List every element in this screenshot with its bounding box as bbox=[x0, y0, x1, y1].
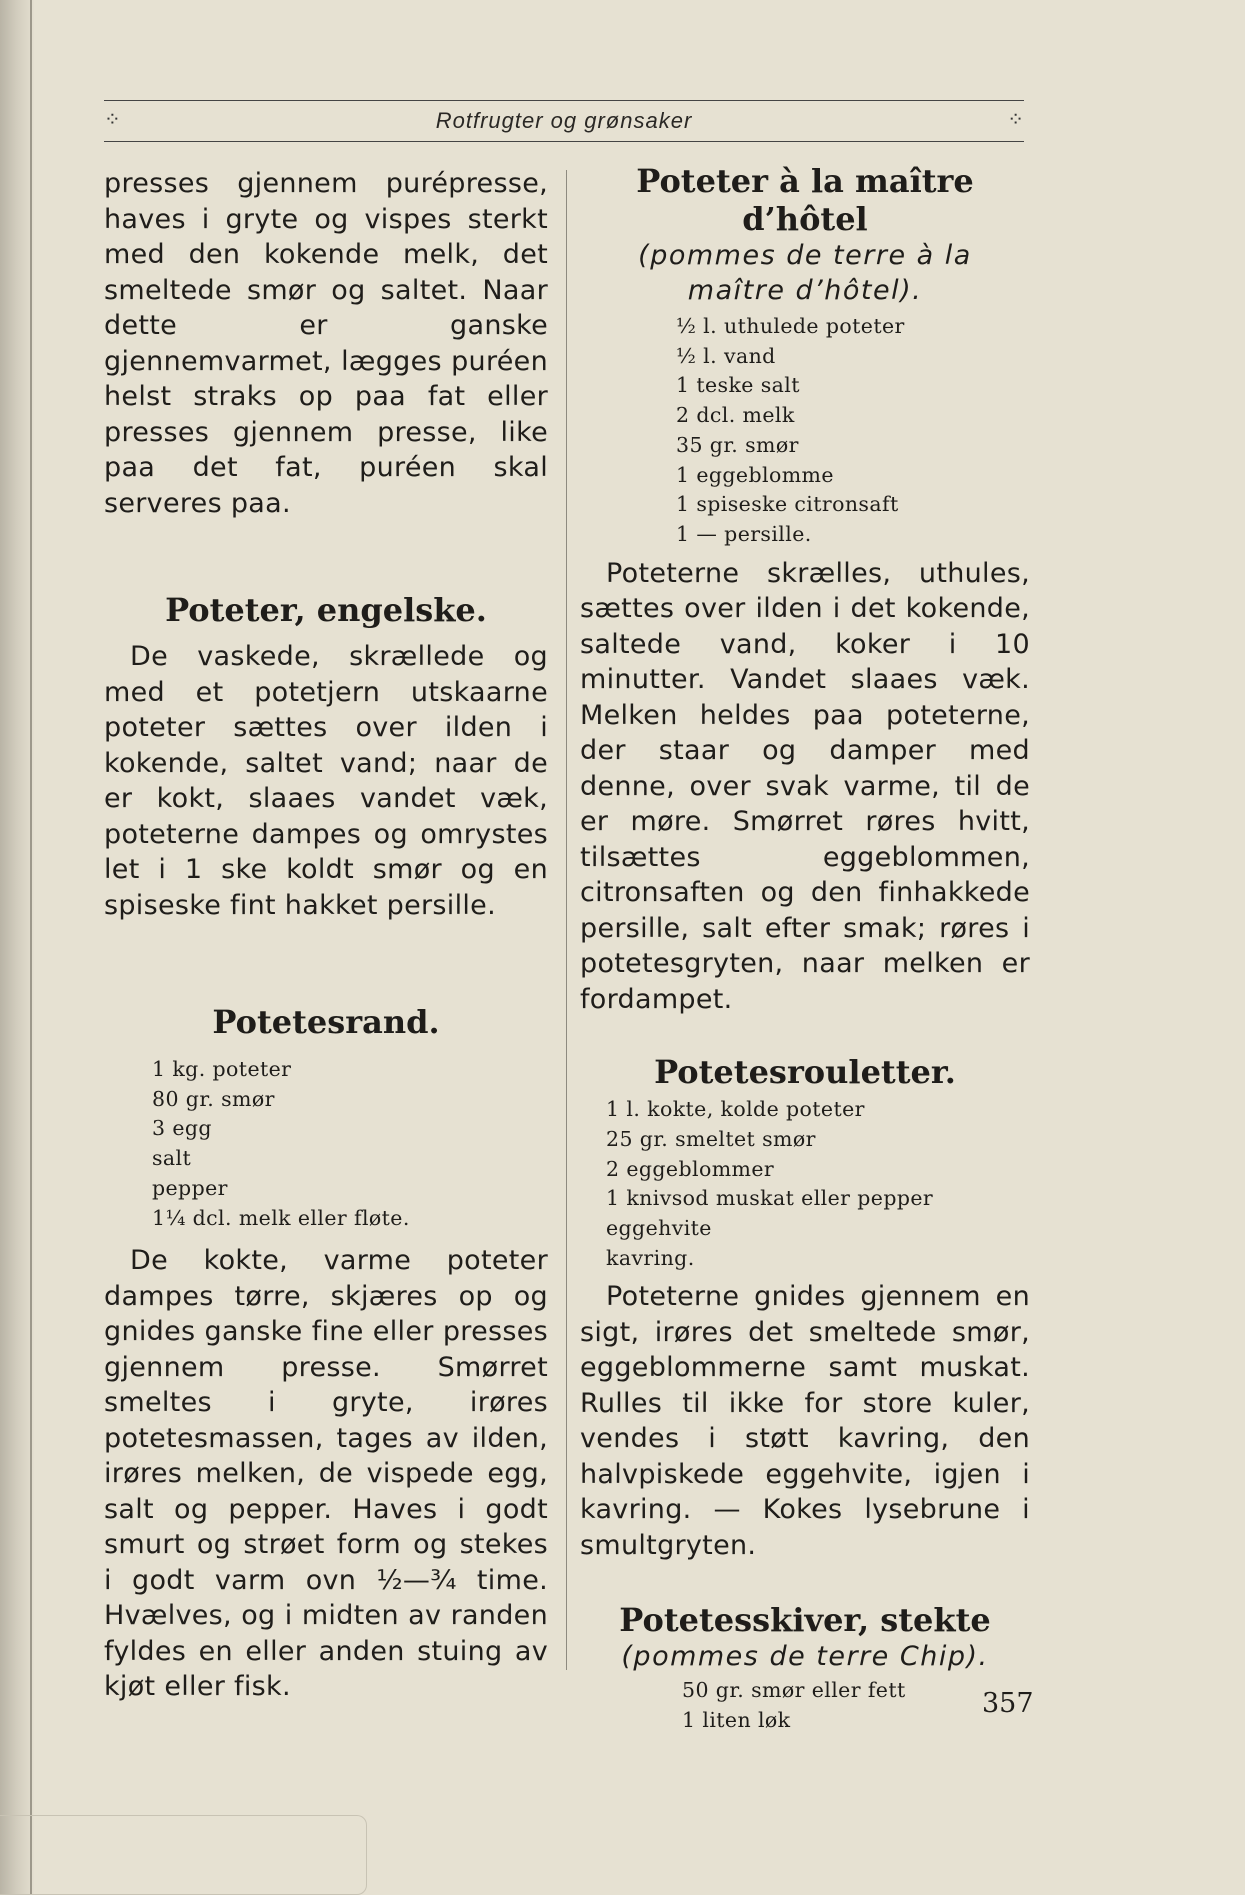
recipe-text-potetesrand: De kokte, varme poteter dampes tørre, skjæres op og gnides ganske fine eller presses gjennem presse. Smørret smeltes i gryte, irøres potetesmassen, tages av ilden, irøres melken, de vispede egg, salt og pepper. Haves i godt smurt og strøet form og stekes i godt varm ovn ½—¾ time. Hvælves, og i midten av randen fyldes en eller anden stuing av kjøt eller fisk. bbox=[104, 1245, 548, 1703]
recipe-heading-potetesrouletter: Potetesrouletter. bbox=[654, 1053, 956, 1092]
ingredient-item: eggehvite bbox=[606, 1215, 712, 1240]
ingredient-list-potetesrouletter bbox=[606, 1095, 1030, 1273]
running-header-title: Rotfrugter og grønsaker bbox=[435, 108, 693, 133]
ingredient-item: ½ l. vand bbox=[676, 343, 776, 368]
ingredient-item: ½ l. uthulede poteter bbox=[676, 314, 905, 338]
ingredient-item: salt bbox=[152, 1146, 192, 1171]
recipe-heading-maitre-dhotel: Poteter à la maître d’hôtel bbox=[636, 162, 974, 238]
ingredient-item: 2 eggeblommer bbox=[606, 1156, 775, 1181]
ingredient-item: 50 gr. smør eller fett bbox=[682, 1678, 906, 1703]
column-divider bbox=[566, 170, 567, 1670]
ingredient-item: 1 teske salt bbox=[676, 373, 800, 398]
ingredient-item: 1¼ dcl. melk eller fløte. bbox=[152, 1205, 410, 1230]
ingredient-item: 25 gr. smeltet smør bbox=[606, 1126, 816, 1151]
ingredient-item: 2 dcl. melk bbox=[676, 403, 795, 428]
ornament-icon: ⁘ bbox=[104, 109, 121, 131]
ingredient-list-potetesskiver bbox=[682, 1676, 1030, 1735]
ingredient-item: 1 — persille. bbox=[676, 521, 812, 546]
ingredient-item: pepper bbox=[152, 1175, 228, 1200]
ingredient-item: 1 spiseske citronsaft bbox=[676, 492, 899, 517]
ingredient-list-potetesrand bbox=[152, 1055, 548, 1233]
ingredient-item: 1 liten løk bbox=[682, 1708, 791, 1733]
scan-edge-tab bbox=[0, 1815, 367, 1895]
book-spine-line bbox=[30, 0, 32, 1895]
ingredient-item: 1 l. kokte, kolde poteter bbox=[606, 1097, 865, 1122]
recipe-heading-poteter-engelske: Poteter, engelske. bbox=[165, 591, 487, 629]
left-column bbox=[104, 166, 548, 1705]
ingredient-item: 80 gr. smør bbox=[152, 1086, 275, 1111]
recipe-heading-potetesskiver: Potetesskiver, stekte bbox=[619, 1601, 991, 1640]
ingredient-item: 1 kg. poteter bbox=[152, 1057, 292, 1081]
page-number: 357 bbox=[982, 1688, 1034, 1719]
recipe-subheading-potetesskiver: (pommes de terre Chip). bbox=[621, 1641, 989, 1673]
ingredient-item: 1 eggeblomme bbox=[676, 462, 834, 487]
ingredient-item: 1 knivsod muskat eller pepper bbox=[606, 1186, 934, 1211]
ingredient-item: 35 gr. smør bbox=[676, 432, 799, 457]
ingredient-item: kavring. bbox=[606, 1245, 695, 1270]
recipe-heading-potetesrand: Potetesrand. bbox=[212, 1003, 440, 1041]
running-header bbox=[104, 100, 1024, 142]
continued-recipe-text: presses gjennem purépresse, haves i gryte og vispes sterkt med den kokende melk, det smeltede smør og saltet. Naar dette er ganske gjennemvarmet, lægges puréen helst straks op paa fat eller presses gjennem presse, like paa det fat, puréen skal serveres paa. bbox=[104, 168, 548, 519]
ingredient-list-maitre-dhotel bbox=[676, 312, 1030, 550]
recipe-text-maitre-dhotel: Poteterne skrælles, uthules, sættes over ilden i det kokende, saltede vand, koker i 10 minutter. Vandet slaaes væk. Melken heldes paa poteterne, der staar og damper med denne, over svak varme, til de er møre. Smørret røres hvitt, tilsættes eggeblommen, citronsaften og den finhakkede persille, salt efter smak; røres i potetesgryten, naar melken er fordampet. bbox=[580, 557, 1030, 1015]
recipe-text-poteter-engelske: De vaskede, skrællede og med et potetjern utskaarne poteter sættes over ilden i kokende, saltet vand; naar de er kokt, slaaes vandet væk, poteterne dampes og omrystes let i 1 ske koldt smør og en spiseske fint hakket persille. bbox=[104, 641, 548, 921]
right-column bbox=[580, 162, 1030, 1736]
ornament-icon: ⁘ bbox=[1007, 109, 1024, 131]
recipe-text-potetesrouletter: Poteterne gnides gjennem en sigt, irøres det smeltede smør, eggeblommerne samt muskat. Rulles til ikke for store kuler, vendes i støtt kavring, den halvpiskede eggehvite, igjen i kavring. — Kokes lysebrune i smultgryten. bbox=[580, 1281, 1030, 1561]
page-gutter-shadow bbox=[0, 0, 34, 1895]
recipe-subheading-maitre-dhotel: (pommes de terre à la maître d’hôtel). bbox=[638, 240, 972, 306]
ingredient-item: 3 egg bbox=[152, 1116, 212, 1141]
